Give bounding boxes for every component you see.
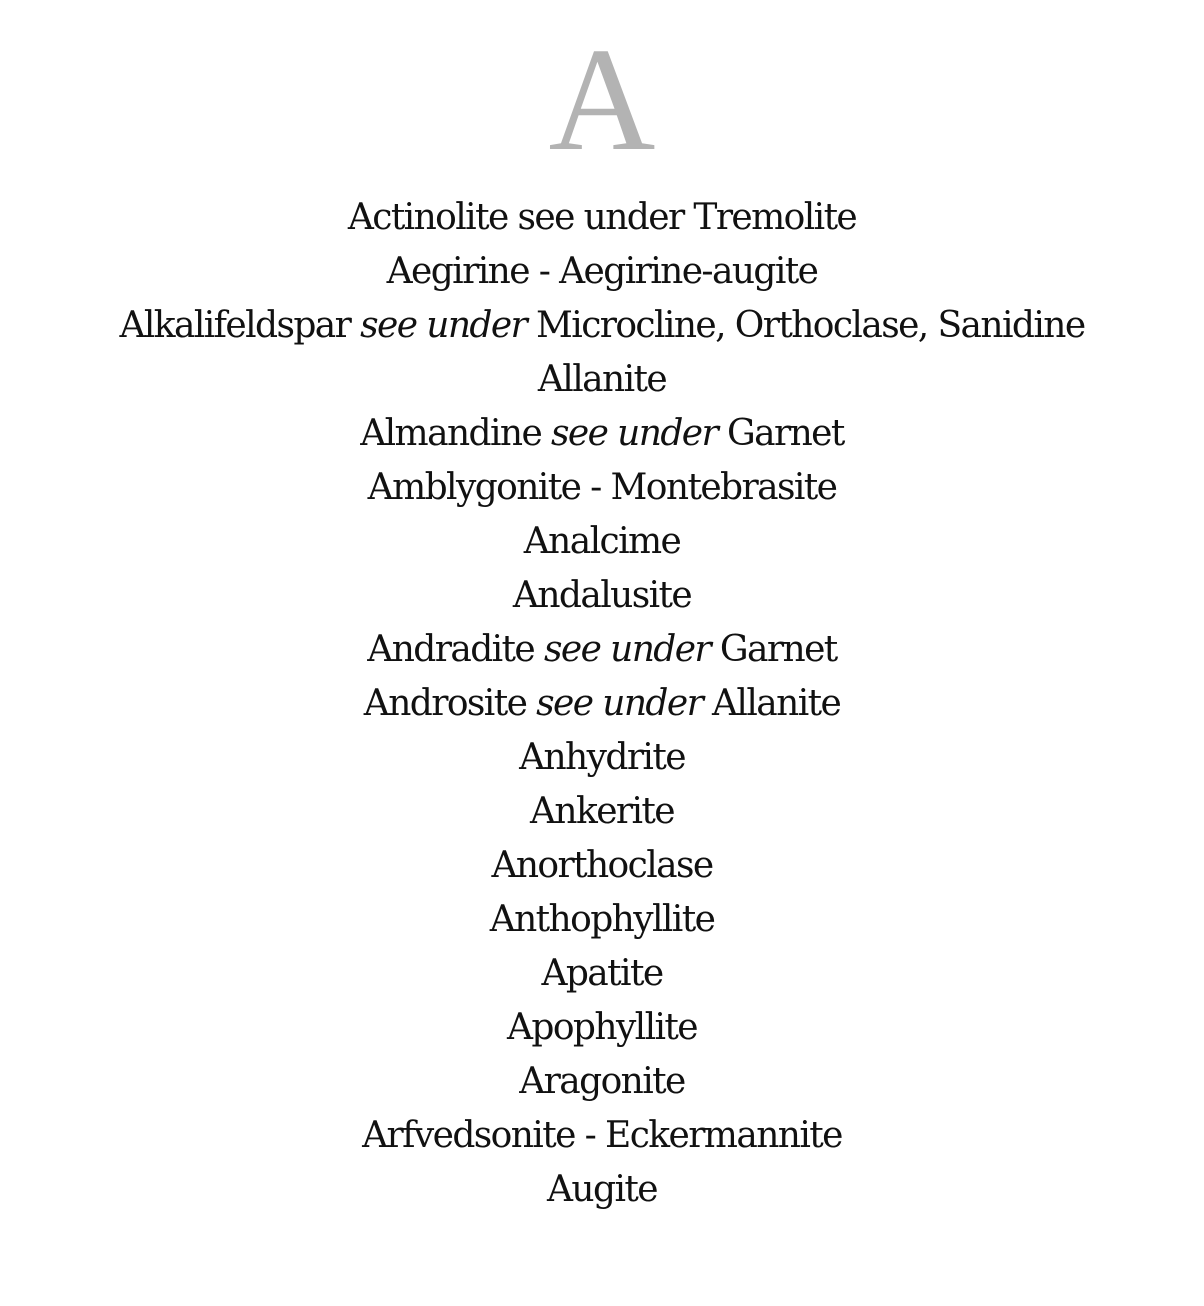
mineral-link[interactable] — [362, 1115, 842, 1156]
mineral-link[interactable] — [513, 575, 691, 616]
mineral-name: Andalusite — [512, 575, 692, 616]
list-item — [0, 461, 1204, 515]
mineral-link[interactable] — [507, 1007, 697, 1048]
list-item — [0, 731, 1204, 785]
mineral-link[interactable] — [119, 305, 1084, 346]
mineral-name: Ankerite — [530, 791, 674, 832]
mineral-link[interactable] — [367, 629, 836, 670]
see-under-label: see under — [551, 413, 718, 454]
mineral-index-list — [0, 191, 1204, 1217]
mineral-link[interactable] — [364, 683, 840, 724]
mineral-name: Apophyllite — [507, 1007, 697, 1048]
list-item — [0, 893, 1204, 947]
mineral-name: Anhydrite — [519, 737, 685, 778]
list-item — [0, 569, 1204, 623]
mineral-name: Actinolite see under Tremolite — [347, 197, 857, 238]
list-item — [0, 947, 1204, 1001]
mineral-name: Apatite — [541, 953, 663, 994]
see-under-label: see under — [360, 305, 527, 346]
mineral-name: Allanite — [537, 359, 667, 400]
mineral-name: Androsite — [363, 683, 527, 724]
cross-reference-target: Allanite — [712, 683, 841, 724]
mineral-link[interactable] — [490, 899, 715, 940]
mineral-link[interactable] — [524, 521, 680, 562]
list-item — [0, 839, 1204, 893]
list-item — [0, 1001, 1204, 1055]
mineral-name: Analcime — [523, 521, 681, 562]
see-under-label: see under — [543, 629, 711, 670]
mineral-name: Alkalifeldspar — [119, 305, 351, 346]
mineral-link[interactable] — [530, 791, 674, 832]
mineral-link[interactable] — [368, 467, 837, 508]
mineral-name: Almandine — [360, 413, 542, 454]
list-item — [0, 191, 1204, 245]
mineral-link[interactable] — [538, 359, 666, 400]
list-item — [0, 1163, 1204, 1217]
list-item — [0, 407, 1204, 461]
mineral-name: Anorthoclase — [491, 845, 713, 886]
see-under-label: see under — [536, 683, 703, 724]
mineral-name: Andradite — [367, 629, 535, 670]
mineral-link[interactable] — [541, 953, 662, 994]
mineral-name: Anthophyllite — [489, 899, 715, 940]
list-item — [0, 299, 1204, 353]
list-item — [0, 515, 1204, 569]
cross-reference-target: Microcline, Orthoclase, Sanidine — [536, 305, 1085, 346]
mineral-link[interactable] — [547, 1169, 657, 1210]
list-item — [0, 785, 1204, 839]
mineral-link[interactable] — [519, 1061, 684, 1102]
list-item — [0, 677, 1204, 731]
mineral-name: Arfvedsonite - Eckermannite — [362, 1115, 842, 1156]
mineral-link[interactable] — [519, 737, 685, 778]
mineral-name: Augite — [547, 1169, 657, 1210]
mineral-link[interactable] — [491, 845, 712, 886]
mineral-name: Aragonite — [519, 1061, 685, 1102]
section-letter: A — [548, 18, 656, 182]
list-item — [0, 353, 1204, 407]
list-item — [0, 245, 1204, 299]
cross-reference-target: Garnet — [719, 629, 837, 670]
mineral-link[interactable] — [387, 251, 818, 292]
list-item — [0, 1109, 1204, 1163]
mineral-link[interactable] — [360, 413, 844, 454]
mineral-link[interactable] — [348, 197, 856, 238]
mineral-name: Amblygonite - Montebrasite — [367, 467, 837, 508]
list-item — [0, 623, 1204, 677]
list-item — [0, 1055, 1204, 1109]
cross-reference-target: Garnet — [726, 413, 844, 454]
mineral-name: Aegirine - Aegirine-augite — [386, 251, 818, 292]
